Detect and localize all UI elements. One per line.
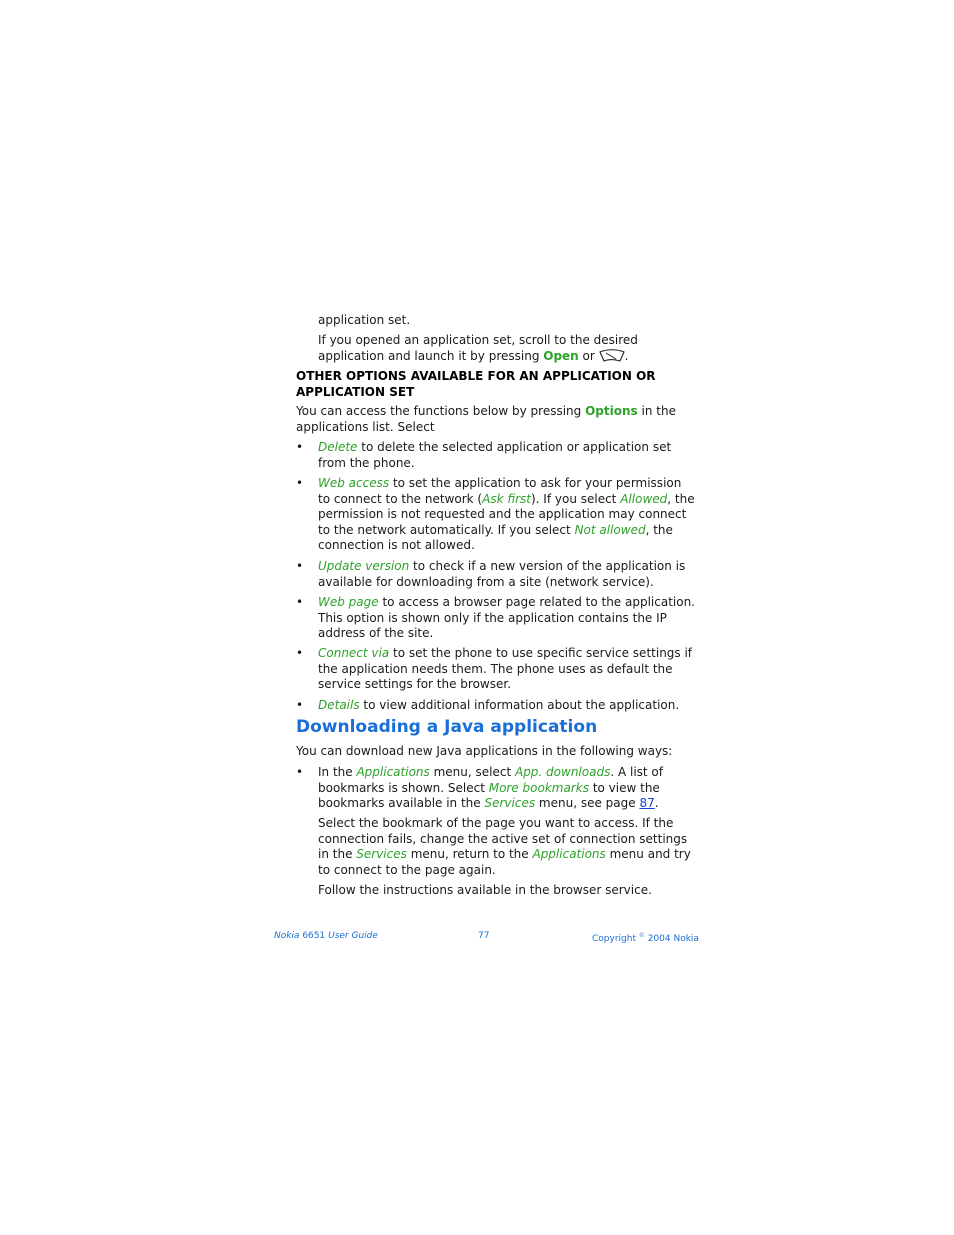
- bullet-marker: •: [296, 595, 304, 609]
- list-item-update-version: Update version to check if a new version of the application is available for downloading from a site (network service).: [318, 559, 686, 589]
- section-heading-downloading-java: Downloading a Java application: [296, 717, 598, 737]
- bullet-marker: •: [296, 698, 304, 712]
- paragraph-follow-instructions: Follow the instructions available in the browser service.: [318, 883, 652, 897]
- paragraph-open-set: If you opened an application set, scroll to the desired application and launch it by pressing Open or .: [318, 333, 638, 363]
- list-item-delete: Delete to delete the selected application or application set from the phone.: [318, 440, 672, 470]
- section-heading-other-options: OTHER OPTIONS AVAILABLE FOR AN APPLICATION OR APPLICATION SET: [296, 369, 656, 399]
- footer-copyright: Copyright © 2004 Nokia: [592, 932, 699, 944]
- list-item-web-page: Web page to access a browser page related to the application. This option is shown only if the application contains the IP address of the site.: [318, 595, 695, 641]
- softkey-open: Open: [543, 348, 579, 363]
- nav-key-icon: [599, 349, 625, 363]
- bullet-marker: •: [296, 559, 304, 573]
- page-87-link[interactable]: 87: [639, 796, 655, 811]
- paragraph-application-set: application set.: [318, 313, 411, 327]
- paragraph-download-intro: You can download new Java applications in the following ways:: [296, 744, 673, 758]
- footer-page-number: 77: [478, 931, 490, 941]
- list-item-web-access: Web access to set the application to ask for your permission to connect to the network (Ask first). If you select Allowed, the permission is not requested and the application may connect to the network automatically. If you select Not allowed, the connection is not allowed.: [318, 476, 695, 553]
- bullet-marker: •: [296, 765, 304, 779]
- footer-product-name: Nokia 6651 User Guide: [274, 931, 378, 941]
- bullet-marker: •: [296, 476, 304, 490]
- bullet-marker: •: [296, 646, 304, 660]
- bullet-marker: •: [296, 440, 304, 454]
- softkey-options: Options: [585, 404, 638, 418]
- paragraph-options-intro: You can access the functions below by pressing Options in the applications list. Select: [296, 404, 676, 434]
- list-item-details: Details to view additional information about the application.: [318, 698, 680, 712]
- list-item-connect-via: Connect via to set the phone to use specific service settings if the application needs them. The phone uses as default the service settings for the browser.: [318, 646, 693, 692]
- paragraph-select-bookmark: Select the bookmark of the page you want to access. If the connection fails, change the active set of connection settings in the Services menu, return to the Applications menu and try to connect to the page again.: [318, 816, 691, 877]
- list-item-applications-menu: In the Applications menu, select App. downloads. A list of bookmarks is shown. Select More bookmarks to view the bookmarks available in the Services menu, see page 87.: [318, 765, 664, 811]
